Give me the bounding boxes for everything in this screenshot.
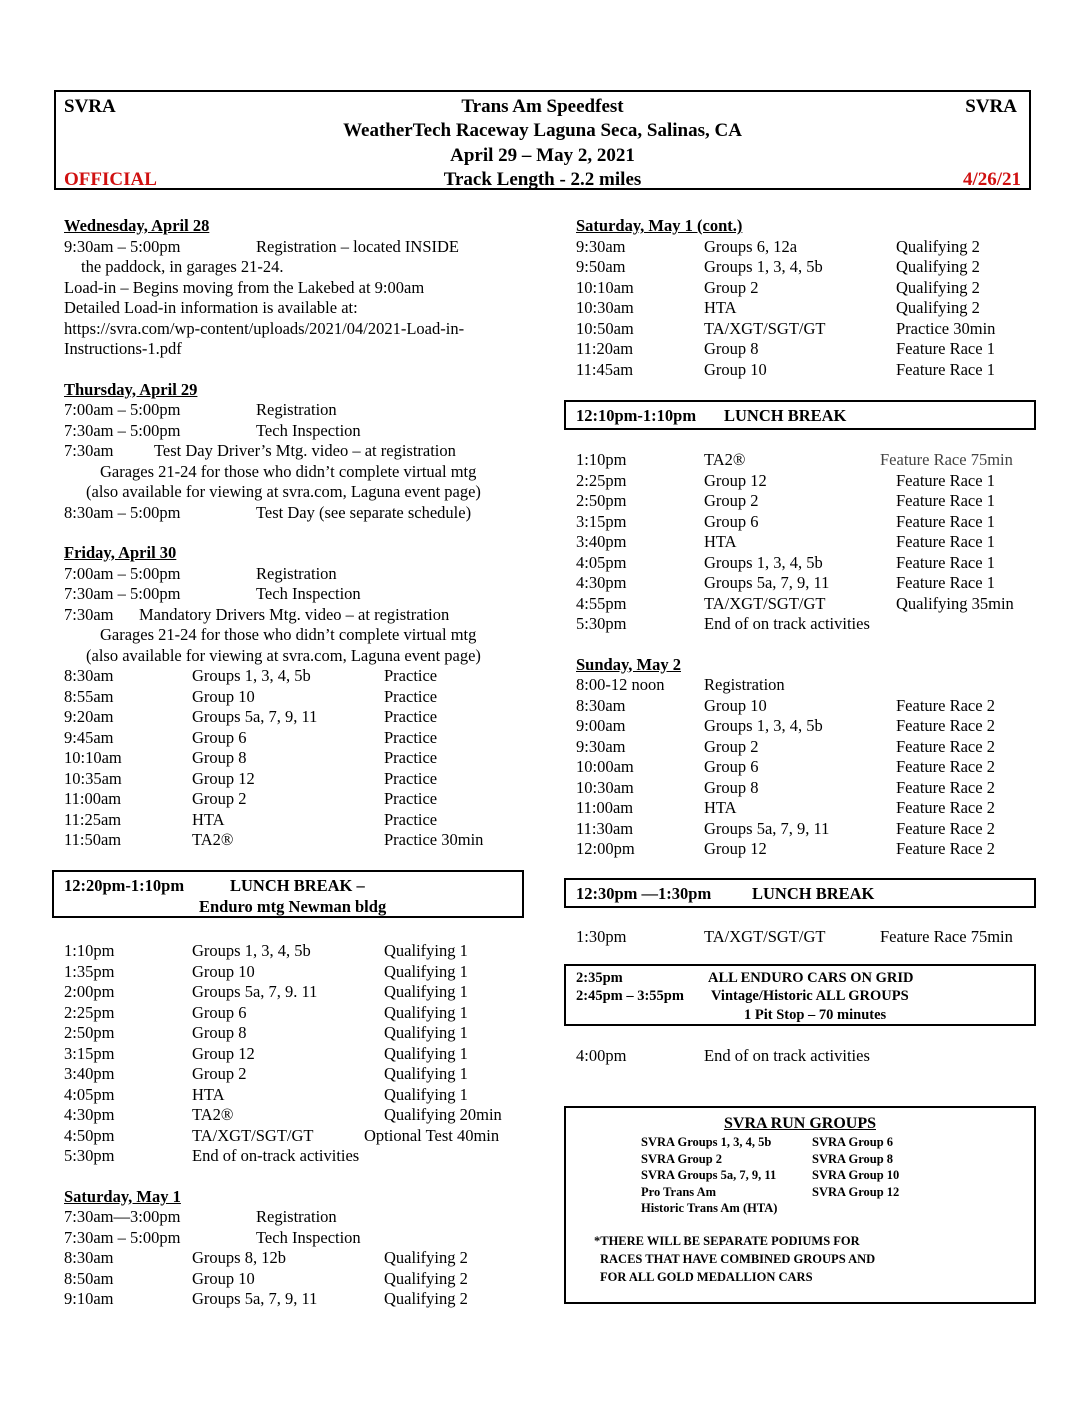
- schedule-row: 10:00am Group 6 Feature Race 2: [576, 757, 995, 776]
- list-item: the paddock, in garages 21-24.: [81, 257, 284, 276]
- lunch-label: LUNCH BREAK: [752, 884, 875, 903]
- sunday-end-row: 4:00pm End of on track activities: [576, 1046, 870, 1065]
- left-tag: SVRA: [64, 96, 116, 117]
- schedule-row: 10:30am HTA Qualifying 2: [576, 298, 980, 317]
- header-box: [54, 90, 1031, 190]
- schedule-row: 2:00pm Groups 5a, 7, 9. 11 Qualifying 1: [64, 982, 468, 1001]
- list-item: 7:30am Test Day Driver’s Mtg. video – at registration: [64, 441, 456, 460]
- event-dates: April 29 – May 2, 2021: [450, 145, 635, 166]
- schedule-row: 4:30pm TA2® Qualifying 20min: [64, 1105, 502, 1124]
- schedule-row: 7:30am – 5:00pm Tech Inspection: [64, 584, 361, 603]
- schedule-row: 5:30pm End of on-track activities: [64, 1146, 360, 1165]
- schedule-row: 7:30am – 5:00pm Tech Inspection: [64, 1227, 361, 1247]
- schedule-row: 9:30am Group 2 Feature Race 2: [576, 736, 995, 756]
- saturday-title: Saturday, May 1: [64, 1186, 181, 1206]
- schedule-row: 2:50pm Group 8 Qualifying 1: [64, 1023, 468, 1042]
- list-item: Detailed Load-in information is available at:: [64, 298, 358, 317]
- lunch-time: 12:30pm —1:30pm: [576, 884, 712, 903]
- right-tag: SVRA: [965, 96, 1017, 117]
- podium-note: *THERE WILL BE SEPARATE PODIUMS FOR RACES THAT HAVE COMBINED GROUPS AND FOR ALL GOLD MEDALLION CARS: [594, 1234, 876, 1284]
- run-groups-title: SVRA RUN GROUPS: [723, 1115, 876, 1132]
- schedule-row: 7:00am – 5:00pm Registration: [64, 563, 337, 583]
- list-item: Garages 21-24 for those who didn’t complete virtual mtg: [100, 461, 477, 481]
- schedule-row: 10:50am TA/XGT/SGT/GT Practice 30min: [576, 318, 996, 338]
- schedule-row: 3:40pm Group 2 Qualifying 1: [64, 1064, 468, 1083]
- schedule-row: 4:05pm HTA Qualifying 1: [64, 1084, 468, 1104]
- schedule-row: 8:30am Groups 8, 12b Qualifying 2: [64, 1248, 468, 1267]
- list-item: 8:30am – 5:00pm Test Day (see separate schedule): [64, 502, 472, 522]
- schedule-row: 11:50am TA2® Practice 30min: [64, 830, 484, 849]
- run-groups-box: [564, 1106, 1036, 1304]
- revision-date: 4/26/21: [962, 169, 1021, 190]
- load-in-url-cont[interactable]: Instructions-1.pdf: [64, 339, 182, 358]
- saturday-lunch-box: [564, 400, 1036, 430]
- sunday-lunch-box: [564, 878, 1036, 908]
- thursday-title: Thursday, April 29: [64, 379, 198, 399]
- schedule-row: 8:30am Group 10 Feature Race 2: [576, 695, 995, 715]
- sunday-title: Sunday, May 2: [576, 654, 681, 674]
- schedule-row: 11:00am HTA Feature Race 2: [576, 798, 995, 817]
- schedule-row: 8:30am Groups 1, 3, 4, 5b Practice: [64, 666, 438, 685]
- run-groups-right: SVRA Group 6 SVRA Group 8 SVRA Group 10 SVRA Group 12: [812, 1135, 900, 1199]
- list-item: Garages 21-24 for those who didn’t complete virtual mtg: [100, 625, 477, 644]
- left-column: [64, 216, 534, 851]
- schedule-row: 4:50pm TA/XGT/SGT/GT Optional Test 40min: [64, 1125, 500, 1145]
- track-length: Track Length - 2.2 miles: [443, 169, 642, 190]
- schedule-row: 2:50pm Group 2 Feature Race 1: [576, 491, 995, 510]
- sunday-ta-row: 1:30pm TA/XGT/SGT/GT Feature Race 75min: [576, 927, 1013, 946]
- right-column: [576, 216, 1046, 380]
- schedule-row: 11:25am HTA Practice: [64, 809, 438, 829]
- friday-title: Friday, April 30: [64, 543, 177, 562]
- saturday-pm-column: [576, 450, 1046, 860]
- schedule-row: 2:25pm Group 12 Feature Race 1: [576, 470, 995, 490]
- wednesday-title: Wednesday, April 28: [64, 216, 210, 235]
- schedule-row: 9:30am Groups 6, 12a Qualifying 2: [576, 236, 980, 256]
- friday-lunch-box: [52, 870, 524, 918]
- schedule-row: 8:55am Group 10 Practice: [64, 686, 438, 706]
- venue: WeatherTech Raceway Laguna Seca, Salinas, CA: [343, 120, 742, 141]
- schedule-row: 11:20am Group 8 Feature Race 1: [576, 339, 995, 358]
- schedule-row: 7:00am – 5:00pm Registration: [64, 400, 337, 419]
- lunch-time: 12:10pm-1:10pm: [576, 406, 697, 425]
- schedule-row: 10:10am Group 8 Practice: [64, 748, 438, 767]
- schedule-row: 10:35am Group 12 Practice: [64, 768, 438, 788]
- lunch-label: LUNCH BREAK: [724, 406, 847, 425]
- schedule-row: 11:30am Groups 5a, 7, 9, 11 Feature Race 2: [576, 818, 995, 838]
- schedule-row: 11:00am Group 2 Practice: [64, 789, 438, 808]
- schedule-row: 3:15pm Group 12 Qualifying 1: [64, 1043, 468, 1063]
- list-item: (also available for viewing at svra.com, Laguna event page): [86, 482, 481, 501]
- schedule-row: 7:30am—3:00pm Registration: [64, 1207, 337, 1226]
- load-in-url[interactable]: https://svra.com/wp-content/uploads/2021/04/2021-Load-in-: [64, 318, 465, 338]
- schedule-row: 5:30pm End of on track activities: [576, 614, 870, 633]
- schedule-row: 11:45am Group 10 Feature Race 1: [576, 359, 995, 379]
- schedule-row: 9:50am Groups 1, 3, 4, 5b Qualifying 2: [576, 257, 980, 276]
- list-item: 7:30am Mandatory Drivers Mtg. video – at registration: [64, 604, 450, 624]
- schedule-row: 1:10pm Groups 1, 3, 4, 5b Qualifying 1: [64, 941, 468, 960]
- schedule-row: 9:20am Groups 5a, 7, 9, 11 Practice: [64, 707, 438, 726]
- schedule-row: 10:30am Group 8 Feature Race 2: [576, 777, 995, 797]
- lunch-label: LUNCH BREAK –: [230, 876, 365, 895]
- schedule-row: 10:10am Group 2 Qualifying 2: [576, 277, 980, 297]
- schedule-row: 12:00pm Group 12 Feature Race 2: [576, 839, 995, 858]
- list-item: Load-in – Begins moving from the Lakebed at 9:00am: [64, 277, 425, 297]
- schedule-row: 9:45am Group 6 Practice: [64, 727, 438, 747]
- list-item: 9:30am – 5:00pm Registration – located INSIDE: [64, 236, 459, 256]
- lunch-time: 12:20pm-1:10pm: [64, 876, 185, 895]
- schedule-row: 4:55pm TA/XGT/SGT/GT Qualifying 35min: [576, 593, 1014, 613]
- schedule-row: 8:50am Group 10 Qualifying 2: [64, 1268, 468, 1288]
- status-official: OFFICIAL: [64, 169, 157, 190]
- schedule-row: 3:15pm Group 6 Feature Race 1: [576, 511, 995, 531]
- schedule-row: 7:30am – 5:00pm Tech Inspection: [64, 420, 361, 440]
- schedule-row: 2:25pm Group 6 Qualifying 1: [64, 1002, 468, 1022]
- lunch-note: Enduro mtg Newman bldg: [199, 897, 387, 916]
- friday-pm-column: [64, 941, 534, 1310]
- list-item: 1:10pm TA2® Feature Race 75min: [576, 450, 1013, 469]
- list-item: (also available for viewing at svra.com, Laguna event page): [86, 645, 481, 665]
- enduro-box: 2:35pm ALL ENDURO CARS ON GRID 2:45pm – 3:55pm Vintage/Historic ALL GROUPS 1 Pit Stop – 70 minutes: [564, 964, 1036, 1026]
- schedule-row: 3:40pm HTA Feature Race 1: [576, 532, 995, 551]
- schedule-row: 8:00-12 noon Registration: [576, 675, 785, 694]
- schedule-row: 9:00am Groups 1, 3, 4, 5b Feature Race 2: [576, 716, 995, 735]
- schedule-row: 4:30pm Groups 5a, 7, 9, 11 Feature Race 1: [576, 573, 995, 592]
- schedule-row: 4:05pm Groups 1, 3, 4, 5b Feature Race 1: [576, 552, 995, 572]
- schedule-row: 1:35pm Group 10 Qualifying 1: [64, 961, 468, 981]
- run-groups-left: SVRA Groups 1, 3, 4, 5b SVRA Group 2 SVRA Groups 5a, 7, 9, 11 Pro Trans Am Historic Trans Am (HTA): [641, 1135, 778, 1215]
- schedule-row: 9:10am Groups 5a, 7, 9, 11 Qualifying 2: [64, 1289, 468, 1308]
- saturday-cont-title: Saturday, May 1 (cont.): [576, 216, 743, 235]
- event-title: Trans Am Speedfest: [461, 96, 624, 117]
